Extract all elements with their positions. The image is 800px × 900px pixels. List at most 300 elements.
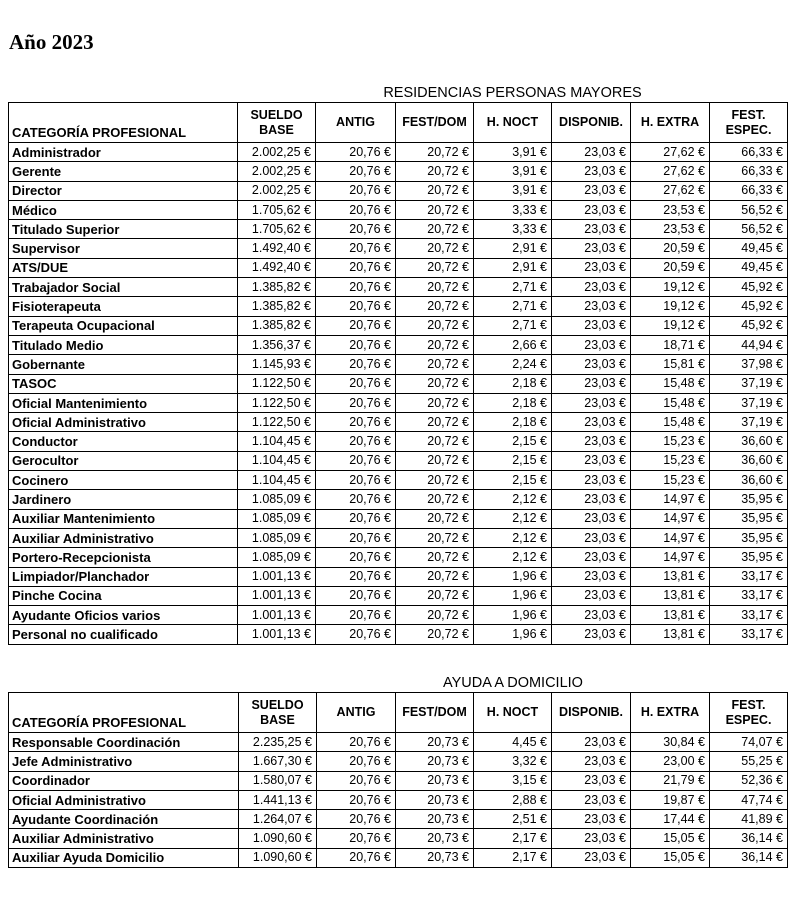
amount-cell: 23,53 € [631,200,710,219]
amount-cell: 13,81 € [631,625,710,644]
amount-cell: 2,17 € [474,848,552,867]
amount-cell: 20,76 € [316,162,396,181]
column-header: DISPONIB. [552,103,631,143]
table-row [9,220,788,239]
category-cell: Auxiliar Administrativo [9,528,238,547]
amount-cell: 1.667,30 € [239,752,317,771]
column-header-category: CATEGORÍA PROFESIONAL [9,103,238,143]
table-row [9,567,788,586]
amount-cell: 1.385,82 € [238,278,316,297]
amount-cell: 23,03 € [552,239,631,258]
amount-cell: 20,73 € [396,848,474,867]
amount-cell: 19,12 € [631,316,710,335]
amount-cell: 20,59 € [631,239,710,258]
amount-cell: 20,76 € [316,586,396,605]
amount-cell: 66,33 € [710,181,788,200]
amount-cell: 20,73 € [396,829,474,848]
amount-cell: 20,76 € [316,335,396,354]
amount-cell: 20,72 € [396,143,474,162]
amount-cell: 35,95 € [710,528,788,547]
amount-cell: 20,76 € [317,829,396,848]
amount-cell: 2.002,25 € [238,181,316,200]
page-title: Año 2023 [9,30,94,54]
amount-cell: 35,95 € [710,509,788,528]
amount-cell: 2,15 € [474,432,552,451]
amount-cell: 4,45 € [474,733,552,752]
amount-cell: 23,03 € [552,752,631,771]
amount-cell: 23,03 € [552,316,631,335]
amount-cell: 52,36 € [710,771,788,790]
amount-cell: 1.492,40 € [238,239,316,258]
amount-cell: 20,72 € [396,278,474,297]
amount-cell: 1.090,60 € [239,829,317,848]
table-row [9,509,788,528]
amount-cell: 19,12 € [631,278,710,297]
amount-cell: 36,14 € [710,848,788,867]
amount-cell: 2,91 € [474,239,552,258]
table-title: RESIDENCIAS PERSONAS MAYORES [238,80,788,103]
amount-cell: 15,23 € [631,471,710,490]
amount-cell: 2,71 € [474,297,552,316]
table-row [9,451,788,470]
amount-cell: 14,97 € [631,548,710,567]
amount-cell: 15,81 € [631,355,710,374]
category-cell: Responsable Coordinación [9,733,239,752]
amount-cell: 33,17 € [710,567,788,586]
amount-cell: 20,72 € [396,181,474,200]
category-cell: Titulado Superior [9,220,238,239]
amount-cell: 20,76 € [316,625,396,644]
table-row [9,586,788,605]
amount-cell: 20,73 € [396,771,474,790]
amount-cell: 17,44 € [631,810,710,829]
amount-cell: 23,03 € [552,278,631,297]
amount-cell: 66,33 € [710,143,788,162]
table-row [9,528,788,547]
table-row [9,297,788,316]
category-cell: Gobernante [9,355,238,374]
amount-cell: 20,72 € [396,393,474,412]
amount-cell: 20,76 € [316,393,396,412]
category-cell: Pinche Cocina [9,586,238,605]
amount-cell: 20,72 € [396,586,474,605]
column-header [710,103,788,143]
amount-cell: 2.002,25 € [238,162,316,181]
amount-cell: 23,03 € [552,848,631,867]
amount-cell: 2,51 € [474,810,552,829]
table-row [9,316,788,335]
amount-cell: 18,71 € [631,335,710,354]
column-header-label: FEST. ESPEC. [725,697,772,727]
amount-cell: 21,79 € [631,771,710,790]
category-cell: Limpiador/Planchador [9,567,238,586]
column-header-label: SUELDO BASE [250,107,303,137]
amount-cell: 23,03 € [552,733,631,752]
category-cell: Auxiliar Ayuda Domicilio [9,848,239,867]
amount-cell: 20,76 € [316,432,396,451]
amount-cell: 15,05 € [631,848,710,867]
amount-cell: 20,76 € [316,606,396,625]
amount-cell: 2,18 € [474,393,552,412]
amount-cell: 2,12 € [474,528,552,547]
amount-cell: 20,72 € [396,606,474,625]
amount-cell: 20,72 € [396,316,474,335]
table-row [9,471,788,490]
amount-cell: 20,76 € [316,258,396,277]
amount-cell: 20,72 € [396,220,474,239]
amount-cell: 20,73 € [396,790,474,809]
amount-cell: 20,76 € [317,790,396,809]
amount-cell: 20,76 € [316,413,396,432]
amount-cell: 20,76 € [316,528,396,547]
amount-cell: 1.104,45 € [238,451,316,470]
amount-cell: 20,72 € [396,374,474,393]
amount-cell: 20,72 € [396,490,474,509]
amount-cell: 23,03 € [552,220,631,239]
amount-cell: 35,95 € [710,490,788,509]
amount-cell: 47,74 € [710,790,788,809]
amount-cell: 20,72 € [396,162,474,181]
category-cell: Oficial Mantenimiento [9,393,238,412]
amount-cell: 20,72 € [396,625,474,644]
amount-cell: 1,96 € [474,567,552,586]
category-cell: Gerocultor [9,451,238,470]
category-cell: Médico [9,200,238,219]
amount-cell: 3,15 € [474,771,552,790]
amount-cell: 13,81 € [631,606,710,625]
amount-cell: 20,73 € [396,752,474,771]
category-cell: Oficial Administrativo [9,790,239,809]
amount-cell: 2.002,25 € [238,143,316,162]
amount-cell: 20,76 € [316,143,396,162]
amount-cell: 23,03 € [552,790,631,809]
amount-cell: 33,17 € [710,586,788,605]
amount-cell: 45,92 € [710,278,788,297]
amount-cell: 23,03 € [552,393,631,412]
column-header: H. NOCT [474,103,552,143]
column-header-label: FEST. ESPEC. [725,107,772,137]
column-header: H. NOCT [474,693,552,733]
amount-cell: 19,12 € [631,297,710,316]
amount-cell: 1.705,62 € [238,220,316,239]
amount-cell: 36,14 € [710,829,788,848]
amount-cell: 2,18 € [474,413,552,432]
category-cell: Administrador [9,143,238,162]
amount-cell: 15,48 € [631,393,710,412]
amount-cell: 20,72 € [396,258,474,277]
amount-cell: 27,62 € [631,162,710,181]
category-cell: Cocinero [9,471,238,490]
amount-cell: 23,03 € [552,374,631,393]
amount-cell: 20,76 € [316,278,396,297]
column-header: FEST/DOM [396,103,474,143]
amount-cell: 23,03 € [552,567,631,586]
amount-cell: 23,00 € [631,752,710,771]
amount-cell: 33,17 € [710,625,788,644]
table-row [9,181,788,200]
amount-cell: 23,03 € [552,829,631,848]
amount-cell: 20,73 € [396,810,474,829]
column-header: H. EXTRA [631,693,710,733]
amount-cell: 20,72 € [396,528,474,547]
amount-cell: 1.090,60 € [239,848,317,867]
table-row [9,413,788,432]
amount-cell: 23,03 € [552,335,631,354]
amount-cell: 23,03 € [552,509,631,528]
amount-cell: 66,33 € [710,162,788,181]
amount-cell: 20,72 € [396,355,474,374]
category-cell: Oficial Administrativo [9,413,238,432]
table-row [9,258,788,277]
amount-cell: 1.580,07 € [239,771,317,790]
category-cell: Coordinador [9,771,239,790]
amount-cell: 15,48 € [631,374,710,393]
amount-cell: 23,03 € [552,548,631,567]
category-cell: Terapeuta Ocupacional [9,316,238,335]
amount-cell: 1.122,50 € [238,374,316,393]
table-row [9,790,788,809]
amount-cell: 1.001,13 € [238,567,316,586]
amount-cell: 3,33 € [474,220,552,239]
amount-cell: 23,03 € [552,200,631,219]
table-row [9,432,788,451]
amount-cell: 45,92 € [710,316,788,335]
amount-cell: 1.385,82 € [238,297,316,316]
category-cell: Jefe Administrativo [9,752,239,771]
column-header [239,693,317,733]
category-cell: Portero-Recepcionista [9,548,238,567]
amount-cell: 20,72 € [396,413,474,432]
amount-cell: 1.104,45 € [238,432,316,451]
amount-cell: 1.122,50 € [238,393,316,412]
table-row [9,829,788,848]
amount-cell: 56,52 € [710,200,788,219]
amount-cell: 23,53 € [631,220,710,239]
amount-cell: 20,72 € [396,297,474,316]
amount-cell: 2,88 € [474,790,552,809]
amount-cell: 20,76 € [317,848,396,867]
amount-cell: 1,96 € [474,586,552,605]
amount-cell: 1.385,82 € [238,316,316,335]
amount-cell: 14,97 € [631,509,710,528]
amount-cell: 23,03 € [552,451,631,470]
amount-cell: 20,72 € [396,432,474,451]
amount-cell: 2,12 € [474,509,552,528]
amount-cell: 14,97 € [631,528,710,547]
amount-cell: 20,76 € [316,297,396,316]
amount-cell: 1.085,09 € [238,528,316,547]
category-cell: Conductor [9,432,238,451]
ayuda-domicilio-salary-table [8,670,788,868]
amount-cell: 23,03 € [552,413,631,432]
amount-cell: 33,17 € [710,606,788,625]
table-body [9,733,788,868]
table-row [9,548,788,567]
amount-cell: 27,62 € [631,181,710,200]
table-row [9,200,788,219]
amount-cell: 37,19 € [710,393,788,412]
amount-cell: 1.085,09 € [238,548,316,567]
category-cell: Ayudante Oficios varios [9,606,238,625]
table-row [9,335,788,354]
amount-cell: 20,73 € [396,733,474,752]
amount-cell: 15,23 € [631,451,710,470]
table-row [9,733,788,752]
category-cell: TASOC [9,374,238,393]
amount-cell: 2,18 € [474,374,552,393]
amount-cell: 20,76 € [316,451,396,470]
amount-cell: 3,91 € [474,162,552,181]
amount-cell: 20,76 € [316,220,396,239]
table-row [9,810,788,829]
amount-cell: 20,59 € [631,258,710,277]
amount-cell: 27,62 € [631,143,710,162]
table-row [9,278,788,297]
amount-cell: 2.235,25 € [239,733,317,752]
table-row [9,848,788,867]
header-row [9,693,788,733]
table-row [9,752,788,771]
amount-cell: 35,95 € [710,548,788,567]
amount-cell: 2,24 € [474,355,552,374]
category-cell: Titulado Medio [9,335,238,354]
amount-cell: 2,66 € [474,335,552,354]
amount-cell: 20,72 € [396,335,474,354]
amount-cell: 23,03 € [552,432,631,451]
amount-cell: 2,91 € [474,258,552,277]
amount-cell: 15,05 € [631,829,710,848]
amount-cell: 13,81 € [631,567,710,586]
amount-cell: 20,76 € [316,181,396,200]
table-row [9,374,788,393]
column-header: DISPONIB. [552,693,631,733]
amount-cell: 30,84 € [631,733,710,752]
column-header [238,103,316,143]
amount-cell: 1.085,09 € [238,509,316,528]
amount-cell: 23,03 € [552,162,631,181]
amount-cell: 49,45 € [710,258,788,277]
amount-cell: 49,45 € [710,239,788,258]
table-row [9,606,788,625]
table-row [9,239,788,258]
amount-cell: 1.122,50 € [238,413,316,432]
amount-cell: 23,03 € [552,297,631,316]
category-cell: Director [9,181,238,200]
amount-cell: 74,07 € [710,733,788,752]
amount-cell: 2,12 € [474,490,552,509]
amount-cell: 2,71 € [474,316,552,335]
amount-cell: 36,60 € [710,451,788,470]
amount-cell: 23,03 € [552,471,631,490]
amount-cell: 2,12 € [474,548,552,567]
amount-cell: 44,94 € [710,335,788,354]
amount-cell: 3,33 € [474,200,552,219]
amount-cell: 1.104,45 € [238,471,316,490]
category-cell: Auxiliar Mantenimiento [9,509,238,528]
amount-cell: 20,76 € [316,471,396,490]
amount-cell: 23,03 € [552,181,631,200]
table-row [9,490,788,509]
amount-cell: 41,89 € [710,810,788,829]
amount-cell: 3,91 € [474,143,552,162]
amount-cell: 1.145,93 € [238,355,316,374]
table-row [9,162,788,181]
amount-cell: 37,98 € [710,355,788,374]
amount-cell: 20,76 € [317,771,396,790]
amount-cell: 20,76 € [317,810,396,829]
category-cell: Gerente [9,162,238,181]
table-row [9,393,788,412]
amount-cell: 1.441,13 € [239,790,317,809]
amount-cell: 19,87 € [631,790,710,809]
amount-cell: 23,03 € [552,606,631,625]
amount-cell: 1.085,09 € [238,490,316,509]
amount-cell: 55,25 € [710,752,788,771]
amount-cell: 20,72 € [396,451,474,470]
amount-cell: 20,76 € [317,752,396,771]
table-row [9,355,788,374]
amount-cell: 15,23 € [631,432,710,451]
column-header [710,693,788,733]
category-cell: Supervisor [9,239,238,258]
amount-cell: 20,72 € [396,471,474,490]
amount-cell: 20,72 € [396,509,474,528]
table-row [9,143,788,162]
amount-cell: 23,03 € [552,355,631,374]
amount-cell: 1.492,40 € [238,258,316,277]
amount-cell: 20,76 € [316,567,396,586]
amount-cell: 14,97 € [631,490,710,509]
amount-cell: 23,03 € [552,258,631,277]
amount-cell: 15,48 € [631,413,710,432]
amount-cell: 37,19 € [710,413,788,432]
column-header: ANTIG [316,103,396,143]
amount-cell: 1.001,13 € [238,625,316,644]
amount-cell: 20,72 € [396,239,474,258]
category-cell: Trabajador Social [9,278,238,297]
amount-cell: 20,76 € [316,239,396,258]
amount-cell: 1,96 € [474,625,552,644]
amount-cell: 23,03 € [552,586,631,605]
table-title: AYUDA A DOMICILIO [239,670,788,693]
amount-cell: 1,96 € [474,606,552,625]
category-cell: Fisioterapeuta [9,297,238,316]
category-cell: ATS/DUE [9,258,238,277]
category-cell: Personal no cualificado [9,625,238,644]
amount-cell: 2,71 € [474,278,552,297]
column-header: FEST/DOM [396,693,474,733]
amount-cell: 36,60 € [710,432,788,451]
amount-cell: 20,76 € [316,374,396,393]
amount-cell: 20,72 € [396,567,474,586]
amount-cell: 23,03 € [552,528,631,547]
amount-cell: 36,60 € [710,471,788,490]
amount-cell: 23,03 € [552,490,631,509]
amount-cell: 20,76 € [316,316,396,335]
amount-cell: 20,72 € [396,200,474,219]
category-cell: Auxiliar Administrativo [9,829,239,848]
residencias-salary-table [8,80,788,645]
amount-cell: 2,15 € [474,471,552,490]
amount-cell: 20,76 € [316,509,396,528]
amount-cell: 2,17 € [474,829,552,848]
table-body [9,143,788,645]
amount-cell: 20,76 € [317,733,396,752]
amount-cell: 20,76 € [316,548,396,567]
column-header: H. EXTRA [631,103,710,143]
amount-cell: 23,03 € [552,810,631,829]
category-cell: Jardinero [9,490,238,509]
